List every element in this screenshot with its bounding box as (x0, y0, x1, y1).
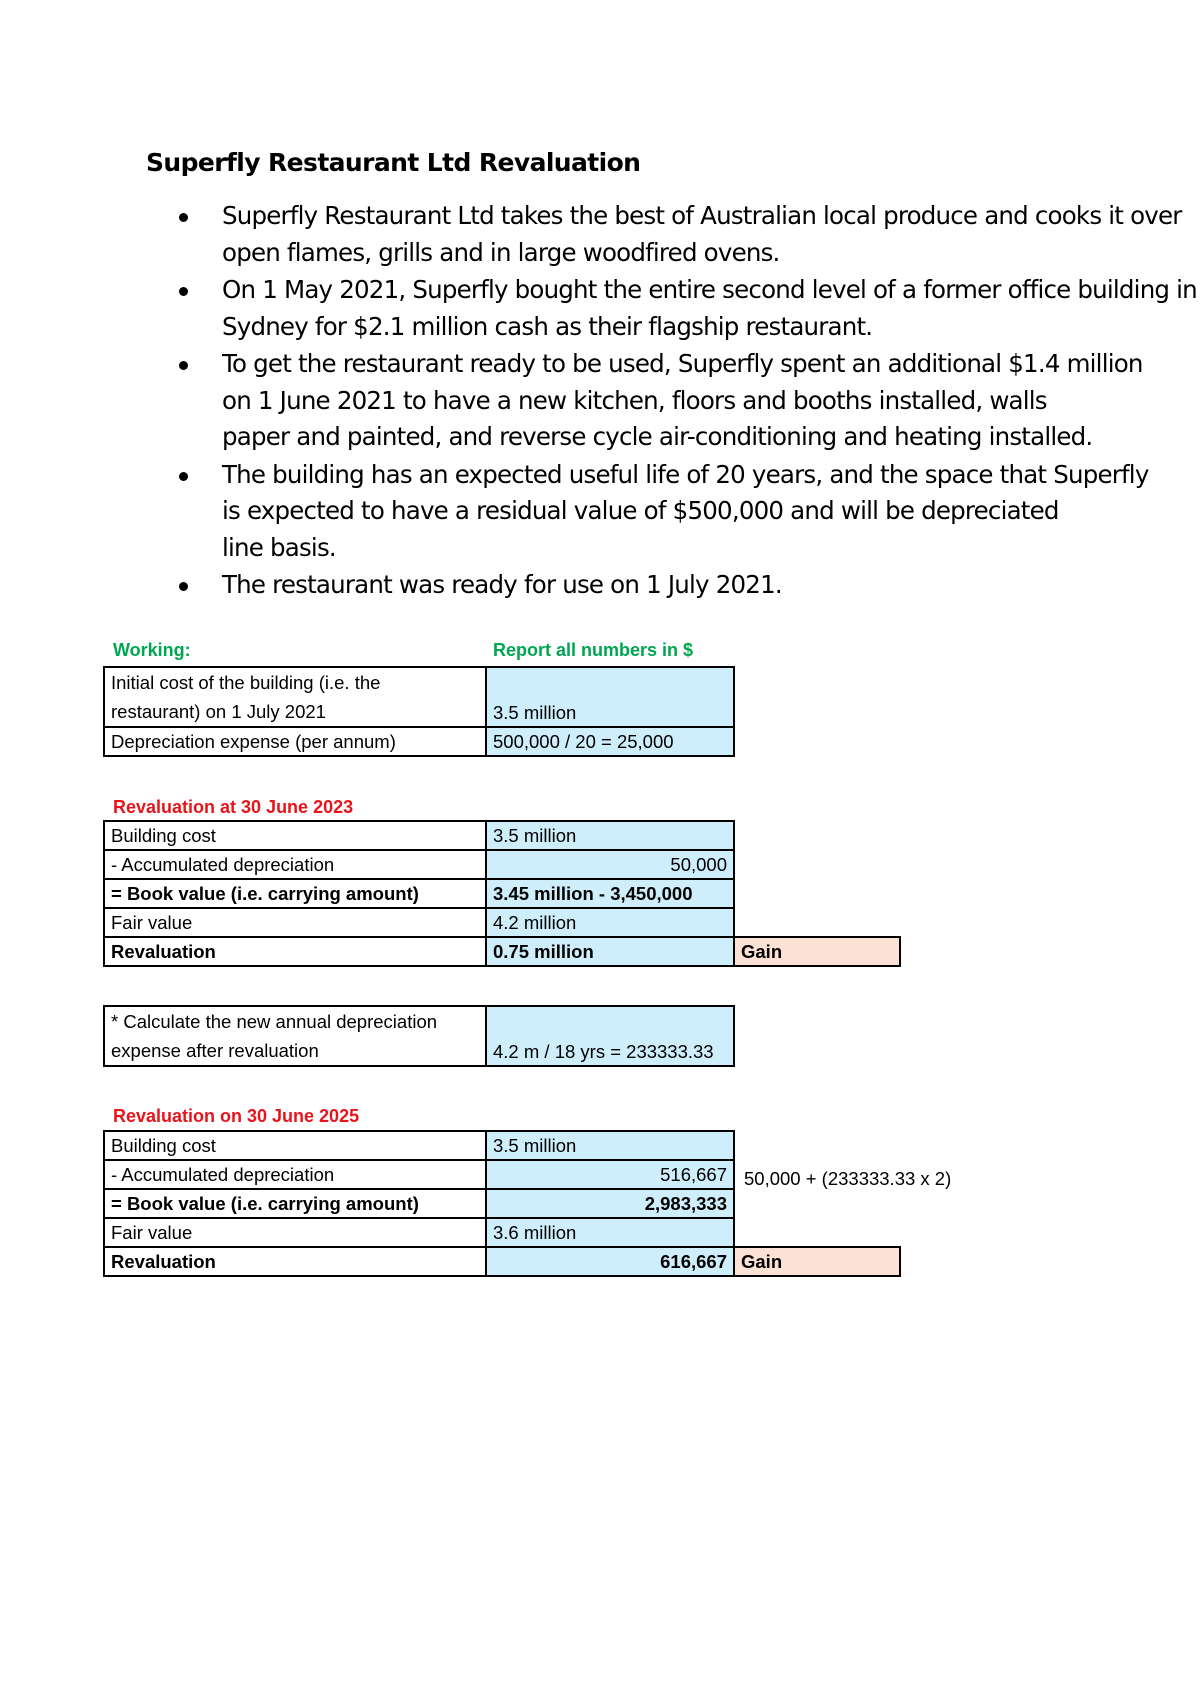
bullet-line: line basis. (222, 532, 336, 562)
table-row (104, 1006, 734, 1066)
row-label: Fair value (104, 908, 486, 937)
document-title: Superfly Restaurant Ltd Revaluation (146, 148, 641, 177)
bullet-line: paper and painted, and reverse cycle air-conditioning and heating installed. (222, 422, 1093, 451)
bullet-icon (179, 287, 188, 296)
row-label: Fair value (104, 1218, 486, 1247)
row-value: 3.6 million (486, 1218, 734, 1247)
table-row (104, 1247, 900, 1276)
row-value: 3.5 million (486, 1131, 734, 1160)
bullet-list (170, 198, 1197, 604)
bullet-icon (179, 361, 188, 370)
row-value: 3.45 million - 3,450,000 (486, 879, 734, 908)
list-item (170, 198, 1182, 271)
bullet-icon (179, 582, 188, 591)
gain-badge: Gain (734, 937, 900, 966)
bullet-line: The restaurant was ready for use on 1 July 2021. (222, 570, 782, 599)
list-item (170, 457, 1149, 567)
revaluation-2025-table (103, 1130, 901, 1277)
bullet-icon (179, 472, 188, 481)
list-item (170, 272, 1197, 345)
bullet-line: on 1 June 2021 to have a new kitchen, floors and booths installed, walls (222, 385, 1047, 415)
row-label: - Accumulated depreciation (104, 850, 486, 879)
table-row (104, 1131, 900, 1160)
row-label: * Calculate the new annual depreciation expense after revaluation (104, 1006, 486, 1066)
row-label: Revaluation (104, 1247, 486, 1276)
new-depreciation-table (103, 1005, 735, 1067)
bullet-line: Sydney for $2.1 million cash as their flagship restaurant. (222, 311, 873, 341)
row-value: 516,667 (486, 1160, 734, 1189)
bullet-line: On 1 May 2021, Superfly bought the entire second level of a former office building in (222, 275, 1197, 304)
row-value: 50,000 (486, 850, 734, 879)
table-row (104, 821, 900, 850)
table-row (104, 1189, 900, 1218)
row-value: 616,667 (486, 1247, 734, 1276)
bullet-line: To get the restaurant ready to be used, Superfly spent an additional $1.4 million (222, 349, 1143, 378)
table-row (104, 1218, 900, 1247)
depreciation-value: 500,000 / 20 = 25,000 (486, 727, 734, 756)
row-value: 0.75 million (486, 937, 734, 966)
row-label: = Book value (i.e. carrying amount) (104, 879, 486, 908)
list-item (170, 346, 1143, 456)
row-label: - Accumulated depreciation (104, 1160, 486, 1189)
row-value: 4.2 million (486, 908, 734, 937)
row-value: 3.5 million (486, 821, 734, 850)
bullet-line: Superfly Restaurant Ltd takes the best of Australian local produce and cooks it over (222, 201, 1182, 230)
bullet-line: is expected to have a residual value of $500,000 and will be depreciated (222, 496, 1059, 525)
revaluation-2023-table (103, 820, 901, 967)
working-table (103, 666, 735, 757)
row-value: 2,983,333 (486, 1189, 734, 1218)
row-label: = Book value (i.e. carrying amount) (104, 1189, 486, 1218)
table-row (104, 727, 734, 756)
row-label: Depreciation expense (per annum) (104, 727, 486, 756)
row-label: Building cost (104, 1131, 486, 1160)
working-label: Working: (113, 640, 191, 660)
accumulated-depreciation-note: 50,000 + (233333.33 x 2) (744, 1168, 952, 1189)
table-row (104, 879, 900, 908)
table-row (104, 908, 900, 937)
bullet-section (170, 198, 1197, 618)
row-label: Revaluation (104, 937, 486, 966)
row-value: 4.2 m / 18 yrs = 233333.33 (486, 1006, 734, 1066)
row-label: Initial cost of the building (i.e. the restaurant) on 1 July 2021 (104, 667, 486, 727)
section-heading-2025: Revaluation on 30 June 2025 (113, 1106, 360, 1126)
table-row (104, 937, 900, 966)
bullet-line: open flames, grills and in large woodfired ovens. (222, 237, 780, 267)
report-label: Report all numbers in $ (493, 640, 694, 660)
list-item (170, 567, 1042, 604)
row-label: Building cost (104, 821, 486, 850)
initial-cost-value: 3.5 million (486, 667, 734, 727)
table-row (104, 667, 734, 727)
bullet-icon (179, 213, 188, 222)
section-heading-2023: Revaluation at 30 June 2023 (113, 797, 354, 817)
table-row (104, 850, 900, 879)
gain-badge: Gain (734, 1247, 900, 1276)
bullet-line: The building has an expected useful life of 20 years, and the space that Superfly (222, 459, 1149, 489)
